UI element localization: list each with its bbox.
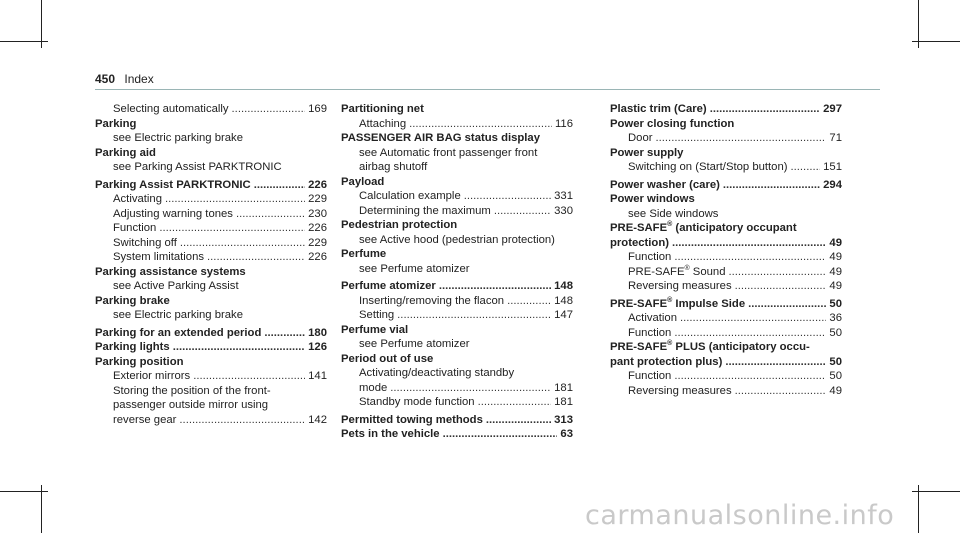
index-see-reference: see Electric parking brake	[113, 309, 243, 321]
index-subentry	[341, 294, 573, 309]
index-entry	[610, 297, 842, 312]
dot-leader	[735, 279, 827, 294]
index-heading: PASSENGER AIR BAG status display	[341, 132, 540, 144]
page-reference: 229	[308, 236, 327, 249]
entry-text: Determining the maximum	[359, 204, 491, 217]
dot-leader	[710, 102, 820, 117]
index-subentry	[341, 308, 573, 323]
dot-leader	[254, 178, 305, 193]
dot-leader	[180, 236, 305, 251]
index-subentry	[610, 250, 842, 265]
dot-leader	[478, 395, 552, 410]
dot-leader	[264, 326, 305, 341]
entry-text: Perfume atomizer	[341, 280, 436, 292]
index-subentry	[610, 326, 842, 341]
dot-leader	[232, 102, 306, 117]
dot-leader	[723, 178, 820, 193]
index-subentry	[610, 265, 842, 280]
index-subentry	[95, 207, 327, 222]
dot-leader	[439, 279, 551, 294]
entry-text: Parking Assist PARKTRONIC	[95, 178, 251, 191]
dot-leader	[193, 369, 305, 384]
page-reference: 294	[823, 178, 842, 191]
entry-text: Adjusting warning tones	[113, 207, 233, 220]
index-entry	[95, 340, 327, 355]
entry-text: Function	[628, 370, 672, 382]
index-entry	[610, 236, 842, 251]
entry-text: Function	[628, 326, 672, 339]
entry-text: Door	[628, 132, 653, 144]
entry-text: Switching off	[113, 236, 177, 249]
entry-text: protection)	[610, 236, 669, 249]
dot-leader	[236, 207, 305, 222]
entry-text: pant protection plus)	[610, 355, 723, 368]
dot-leader	[672, 236, 826, 251]
section-title: Index	[124, 72, 154, 86]
index-subentry	[95, 221, 327, 236]
dot-leader	[179, 413, 305, 428]
page-reference: 148	[554, 280, 573, 292]
dot-leader	[494, 204, 551, 219]
index-see-reference: see Active hood (pedestrian protection)	[359, 233, 555, 246]
dot-leader	[725, 355, 826, 370]
page-reference: 50	[829, 326, 842, 339]
dot-leader	[728, 265, 826, 280]
page-reference: 63	[560, 428, 573, 440]
page-reference: 330	[554, 204, 573, 217]
page-reference: 50	[829, 370, 842, 382]
entry-text: Plastic trim (Care)	[610, 103, 707, 115]
entry-text: Permitted towing methods	[341, 413, 483, 426]
entry-text: Function	[113, 222, 157, 234]
page-reference: 226	[308, 222, 327, 234]
page-reference: 151	[823, 161, 842, 173]
index-subentry	[341, 381, 573, 396]
crop-mark	[912, 41, 960, 42]
index-heading: Perfume vial	[341, 323, 409, 336]
index-heading: Parking	[95, 117, 137, 130]
entry-text: Selecting automatically	[113, 103, 229, 115]
dot-leader	[656, 131, 827, 146]
entry-text: Parking lights	[95, 341, 170, 353]
index-subentry	[610, 160, 842, 175]
index-see-reference: passenger outside mirror using	[113, 399, 269, 411]
page-reference: 50	[829, 355, 842, 368]
entry-text: mode	[359, 381, 388, 394]
entry-text: Parking for an extended period	[95, 326, 262, 339]
dot-leader	[748, 297, 826, 312]
page-reference: 49	[829, 265, 842, 278]
index-column-right	[610, 102, 842, 398]
page-reference: 50	[829, 297, 842, 310]
page-reference: 180	[308, 326, 327, 339]
index-see-reference: see Active Parking Assist	[113, 280, 239, 292]
index-see-reference: airbag shutoff	[359, 161, 428, 173]
page-reference: 226	[308, 251, 327, 263]
index-subentry	[95, 236, 327, 251]
watermark: carmanualsonline.info	[585, 500, 895, 531]
index-entry	[610, 102, 842, 117]
dot-leader	[409, 117, 552, 132]
index-see-reference: see Perfume atomizer	[359, 262, 470, 275]
dot-leader	[735, 384, 827, 399]
index-entry	[341, 279, 573, 294]
page-reference: 126	[308, 341, 327, 353]
page-reference: 313	[554, 413, 573, 426]
index-heading: Parking assistance systems	[95, 265, 246, 278]
index-heading: Parking position	[95, 355, 184, 368]
index-column-left	[95, 102, 327, 427]
entry-text: Switching on (Start/Stop button)	[628, 161, 788, 173]
dot-leader	[173, 340, 305, 355]
entry-text: Attaching	[359, 117, 407, 130]
dot-leader	[165, 192, 305, 207]
crop-mark	[0, 491, 48, 492]
index-heading: Perfume	[341, 248, 387, 260]
page-reference: 297	[823, 103, 842, 115]
index-entry	[341, 413, 573, 428]
index-subentry	[610, 384, 842, 399]
index-entry	[610, 178, 842, 193]
page-reference: 141	[308, 370, 327, 382]
entry-text: Calculation example	[359, 190, 461, 202]
entry-text: reverse gear	[113, 413, 177, 426]
page-reference: 49	[829, 384, 842, 397]
index-subentry	[610, 369, 842, 384]
header-rule	[95, 89, 880, 90]
entry-text: PRE-SAFE® Sound	[628, 264, 726, 278]
index-subentry	[95, 102, 327, 117]
index-subentry	[610, 279, 842, 294]
index-heading: Partitioning net	[341, 103, 424, 115]
index-heading: Pedestrian protection	[341, 219, 458, 231]
index-heading: Period out of use	[341, 352, 434, 365]
index-subentry	[95, 413, 327, 428]
index-entry	[95, 178, 327, 193]
dot-leader	[680, 311, 826, 326]
index-see-reference: Storing the position of the front-	[113, 384, 271, 397]
index-subentry	[341, 189, 573, 204]
index-subentry	[95, 369, 327, 384]
dot-leader	[674, 250, 826, 265]
dot-leader	[791, 160, 821, 175]
page-reference: 116	[554, 117, 573, 130]
entry-text: Activating	[113, 193, 162, 205]
page-reference: 331	[554, 190, 573, 202]
page-reference: 71	[829, 132, 842, 144]
page-reference: 147	[554, 309, 573, 321]
entry-text: Activation	[628, 312, 677, 324]
crop-mark	[0, 41, 48, 42]
index-heading: Power closing function	[610, 117, 735, 130]
page-reference: 49	[829, 251, 842, 263]
page-reference: 181	[554, 381, 573, 394]
index-subentry	[341, 117, 573, 132]
index-heading: Power supply	[610, 146, 684, 159]
dot-leader	[486, 413, 551, 428]
page-reference: 49	[829, 236, 842, 249]
entry-text: Reversing measures	[628, 280, 732, 292]
entry-text: Standby mode function	[359, 396, 475, 408]
index-heading: Payload	[341, 175, 385, 188]
page-reference: 142	[308, 413, 327, 426]
entry-text: PRE-SAFE® Impulse Side	[610, 296, 746, 310]
index-see-reference: see Parking Assist PARKTRONIC	[113, 161, 282, 173]
index-heading: PRE-SAFE® (anticipatory occupant	[610, 221, 797, 234]
crop-mark	[41, 485, 42, 533]
index-subentry	[610, 311, 842, 326]
index-entry	[341, 427, 573, 442]
dot-leader	[207, 250, 305, 265]
entry-text: Function	[628, 251, 672, 263]
index-subentry	[341, 204, 573, 219]
index-column-middle	[341, 102, 573, 442]
page-reference: 36	[829, 312, 842, 324]
index-entry	[95, 326, 327, 341]
index-heading: Parking brake	[95, 294, 170, 307]
index-subentry	[610, 131, 842, 146]
dot-leader	[464, 189, 551, 204]
dot-leader	[507, 294, 551, 309]
index-see-reference: see Electric parking brake	[113, 132, 243, 144]
index-heading: PRE-SAFE® PLUS (anticipatory occu-	[610, 340, 810, 353]
page-reference: 148	[554, 294, 573, 307]
page-header	[95, 72, 154, 86]
dot-leader	[397, 308, 551, 323]
index-entry	[610, 355, 842, 370]
dot-leader	[390, 381, 551, 396]
index-subentry	[95, 250, 327, 265]
dot-leader	[159, 221, 305, 236]
page-reference: 169	[308, 103, 327, 115]
index-see-reference: Activating/deactivating standby	[359, 367, 515, 379]
dot-leader	[443, 427, 558, 442]
page-reference: 230	[308, 207, 327, 220]
entry-text: Power washer (care)	[610, 178, 720, 191]
page-reference: 181	[554, 396, 573, 408]
entry-text: System limitations	[113, 251, 205, 263]
page-reference: 49	[829, 280, 842, 292]
index-see-reference: see Side windows	[628, 207, 719, 220]
crop-mark	[912, 491, 960, 492]
page-reference: 226	[308, 178, 327, 191]
entry-text: Exterior mirrors	[113, 370, 191, 382]
dot-leader	[674, 326, 826, 341]
entry-text: Setting	[359, 309, 395, 321]
index-subentry	[341, 395, 573, 410]
page-reference: 229	[308, 193, 327, 205]
entry-text: Reversing measures	[628, 384, 732, 397]
index-see-reference: see Automatic front passenger front	[359, 146, 538, 159]
index-heading: Parking aid	[95, 146, 156, 159]
crop-mark	[918, 485, 919, 533]
page-number: 450	[95, 72, 116, 86]
entry-text: Pets in the vehicle	[341, 428, 440, 440]
entry-text: Inserting/removing the flacon	[359, 294, 505, 307]
index-see-reference: see Perfume atomizer	[359, 338, 470, 350]
dot-leader	[674, 369, 826, 384]
index-heading: Power windows	[610, 193, 695, 205]
index-subentry	[95, 192, 327, 207]
